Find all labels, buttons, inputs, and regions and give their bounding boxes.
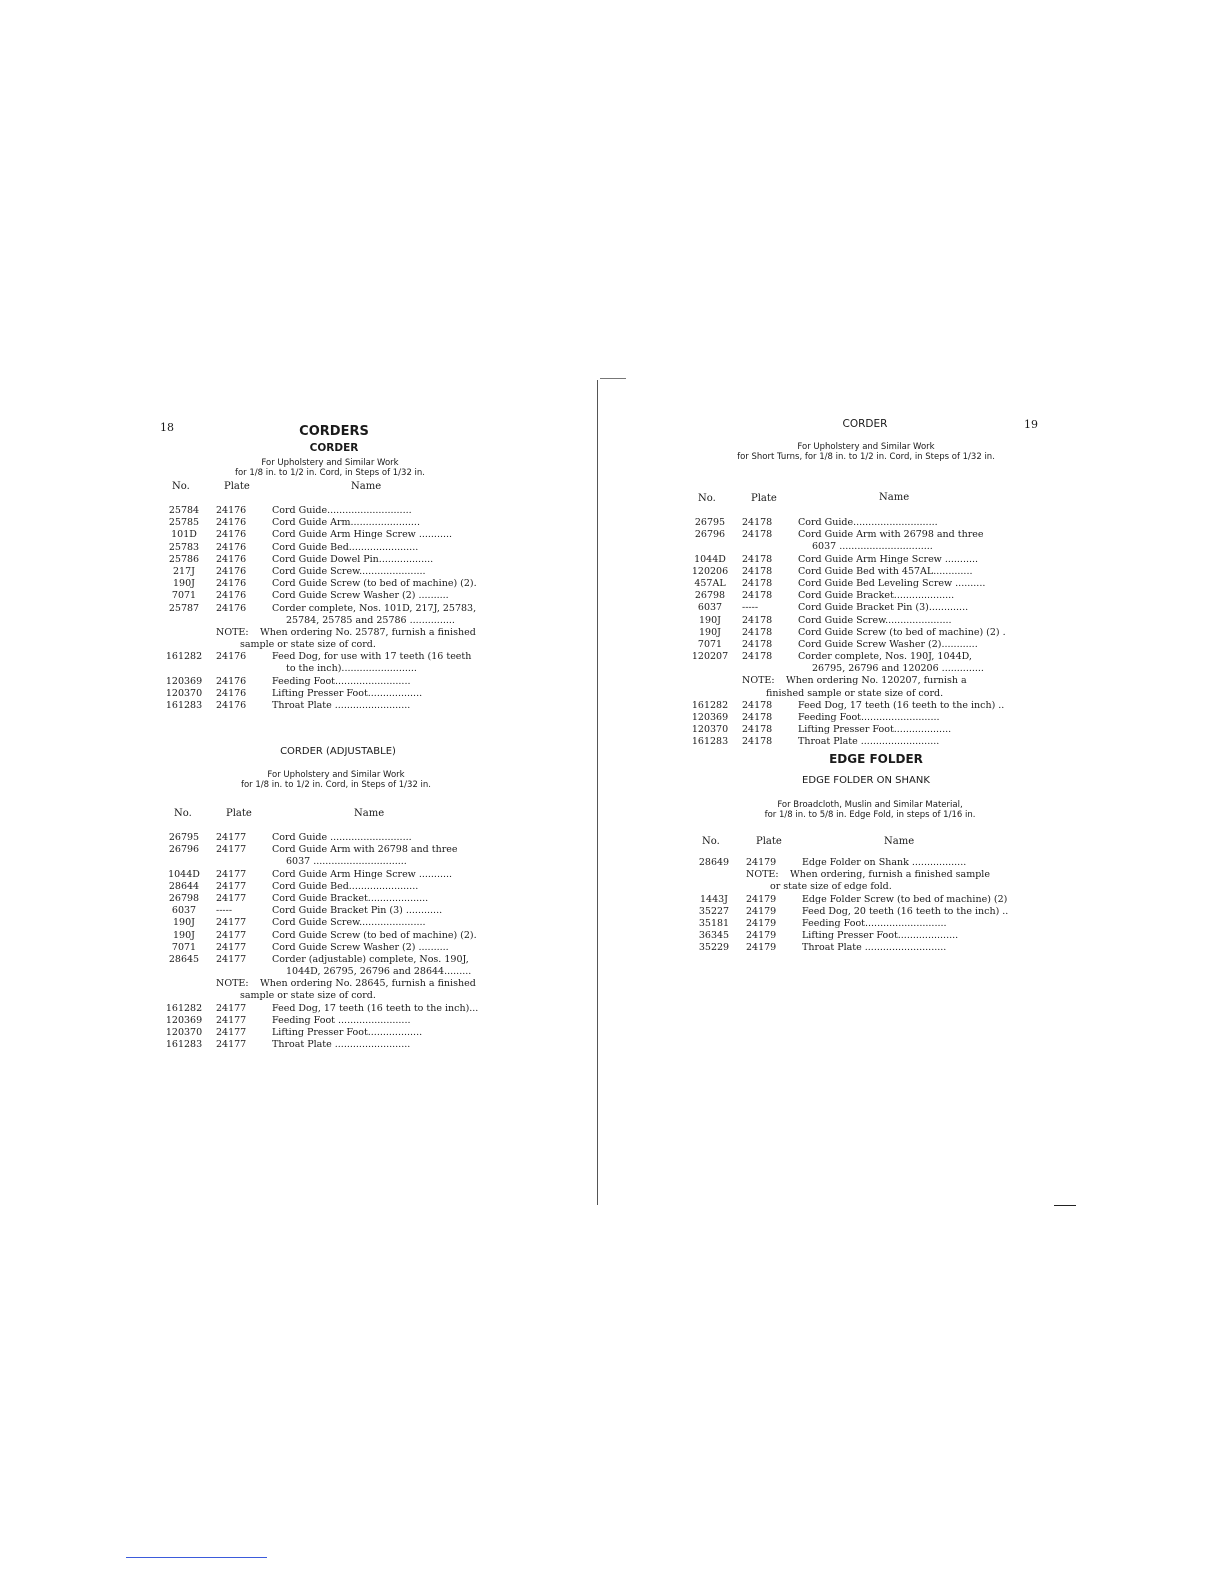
plate-number: 24176 bbox=[216, 553, 247, 565]
part-name-continued: 25784, 25785 and 25786 ............... bbox=[286, 614, 455, 626]
part-name: Cord Guide Screw (to bed of machine) (2). bbox=[272, 929, 477, 941]
part-name: Cord Guide Screw Washer (2) .......... bbox=[272, 590, 449, 602]
part-number: 28649 bbox=[698, 857, 730, 868]
part-name: Cord Guide Screw (to bed of machine) (2). bbox=[272, 578, 477, 590]
part-number: 120370 bbox=[165, 687, 203, 699]
plate-number: 24176 bbox=[216, 517, 247, 529]
col-header-name: Name bbox=[879, 492, 910, 503]
part-name: Feeding Foot ........................ bbox=[272, 1014, 411, 1026]
part-name: Cord Guide Arm with 26798 and three bbox=[272, 844, 458, 856]
part-name-continued: 6037 ............................... bbox=[286, 856, 407, 868]
plate-number: 24178 bbox=[742, 736, 773, 748]
part-name: Feeding Foot........................... bbox=[802, 917, 947, 929]
part-number: 35229 bbox=[698, 942, 730, 954]
part-name-continued: to the inch)......................... bbox=[286, 663, 417, 675]
part-number: 161282 bbox=[165, 651, 203, 663]
plate-number: 24178 bbox=[742, 529, 773, 541]
col-header-no: No. bbox=[172, 481, 190, 492]
section-title: CORDER bbox=[309, 442, 359, 454]
part-name: Cord Guide Bed Leveling Screw .......... bbox=[798, 577, 986, 589]
part-name: Cord Guide Arm Hinge Screw ........... bbox=[272, 868, 453, 880]
plate-number: 24177 bbox=[216, 832, 247, 843]
part-name: Cord Guide Arm with 26798 and three bbox=[798, 529, 984, 541]
page-fold-line bbox=[597, 380, 598, 1205]
plate-number: 24177 bbox=[216, 880, 247, 892]
plate-number: 24178 bbox=[742, 553, 773, 565]
plate-number: 24176 bbox=[216, 529, 247, 541]
part-number: 161283 bbox=[165, 1039, 203, 1051]
plate-number: 24176 bbox=[216, 602, 247, 614]
plate-number: 24177 bbox=[216, 1014, 247, 1026]
plate-number: 24176 bbox=[216, 687, 247, 699]
note-label: NOTE: bbox=[742, 675, 775, 687]
part-number: 1044D bbox=[694, 553, 726, 565]
part-name: Edge Folder on Shank .................. bbox=[802, 857, 967, 868]
plate-number: 24178 bbox=[742, 565, 773, 577]
footer-rule bbox=[126, 1557, 267, 1558]
part-name: Cord Guide Arm Hinge Screw ........... bbox=[272, 529, 453, 541]
part-name: Corder complete, Nos. 190J, 1044D, bbox=[798, 651, 972, 663]
part-name: Corder complete, Nos. 101D, 217J, 25783, bbox=[272, 602, 477, 614]
part-name: Lifting Presser Foot.................... bbox=[802, 930, 959, 942]
col-header-plate: Plate bbox=[224, 481, 250, 492]
plate-number: 24178 bbox=[742, 724, 773, 736]
plate-number: ----- bbox=[742, 602, 759, 614]
part-name: Cord Guide Bed....................... bbox=[272, 880, 419, 892]
plate-number: 24177 bbox=[216, 953, 247, 965]
part-number: 25787 bbox=[168, 602, 200, 614]
subtitle-line: for 1/8 in. to 1/2 in. Cord, in Steps of 1/32 in. bbox=[240, 780, 432, 790]
part-name: Lifting Presser Foot................... bbox=[798, 724, 952, 736]
part-number: 161283 bbox=[691, 736, 729, 748]
note-label: NOTE: bbox=[746, 869, 779, 881]
part-name: Cord Guide Bracket.................... bbox=[798, 590, 955, 602]
part-number: 190J bbox=[173, 929, 195, 941]
part-number: 7071 bbox=[697, 638, 723, 650]
part-name-continued: 6037 ............................... bbox=[812, 541, 933, 553]
part-number: 1443J bbox=[700, 893, 728, 905]
plate-number: 24176 bbox=[216, 505, 247, 516]
part-name: Cord Guide Bed with 457AL............. bbox=[798, 565, 973, 577]
plate-number: 24178 bbox=[742, 712, 773, 723]
subtitle-line: For Upholstery and Similar Work bbox=[267, 770, 405, 780]
part-name: Lifting Presser Foot.................. bbox=[272, 1027, 423, 1038]
part-number: 217J bbox=[173, 565, 195, 577]
col-header-plate: Plate bbox=[226, 808, 252, 819]
part-name: Cord Guide............................ bbox=[798, 517, 938, 528]
plate-number: 24178 bbox=[742, 699, 773, 711]
part-number: 26796 bbox=[168, 844, 200, 856]
part-number: 35181 bbox=[698, 917, 730, 929]
part-name: Edge Folder Screw (to bed of machine) (2) bbox=[802, 893, 1008, 905]
part-name: Cord Guide Bed....................... bbox=[272, 541, 419, 553]
part-name: Cord Guide Bracket Pin (3)............. bbox=[798, 602, 969, 614]
plate-number: 24177 bbox=[216, 868, 247, 880]
plate-number: 24176 bbox=[216, 651, 247, 663]
plate-number: 24177 bbox=[216, 1002, 247, 1014]
part-number: 120369 bbox=[165, 675, 203, 687]
subtitle-line: For Upholstery and Similar Work bbox=[261, 458, 399, 468]
part-name-continued: 26795, 26796 and 120206 .............. bbox=[812, 663, 984, 675]
plate-number: ----- bbox=[216, 905, 233, 917]
part-number: 120370 bbox=[165, 1027, 203, 1038]
plate-number: 24177 bbox=[216, 929, 247, 941]
part-name: Cord Guide Dowel Pin.................. bbox=[272, 553, 434, 565]
plate-number: 24176 bbox=[216, 578, 247, 590]
main-title: EDGE FOLDER bbox=[829, 752, 923, 766]
plate-number: 24176 bbox=[216, 675, 247, 687]
part-number: 120206 bbox=[691, 565, 729, 577]
note-text: When ordering No. 25787, furnish a finished bbox=[260, 626, 476, 638]
part-number: 457AL bbox=[694, 577, 726, 589]
note-text: When ordering No. 28645, furnish a finished bbox=[260, 978, 476, 990]
plate-number: 24178 bbox=[742, 517, 773, 528]
part-number: 6037 bbox=[171, 905, 197, 917]
plate-number: 24176 bbox=[216, 590, 247, 602]
part-number: 161282 bbox=[691, 699, 729, 711]
plate-number: 24179 bbox=[746, 893, 777, 905]
note-label: NOTE: bbox=[216, 626, 249, 638]
plate-number: 24176 bbox=[216, 541, 247, 553]
part-number: 190J bbox=[173, 578, 195, 590]
col-header-plate: Plate bbox=[756, 836, 782, 847]
plate-number: 24179 bbox=[746, 930, 777, 942]
section-subtitle bbox=[196, 770, 476, 790]
part-number: 35227 bbox=[698, 905, 730, 917]
part-name: Feeding Foot.......................... bbox=[798, 712, 940, 723]
part-name: Cord Guide Screw...................... bbox=[798, 614, 952, 626]
part-name: Throat Plate ........................... bbox=[802, 942, 947, 954]
part-name: Cord Guide Screw (to bed of machine) (2) . bbox=[798, 626, 1006, 638]
part-number: 120370 bbox=[691, 724, 729, 736]
part-number: 26798 bbox=[168, 892, 200, 904]
plate-number: 24178 bbox=[742, 614, 773, 626]
plate-number: 24177 bbox=[216, 1027, 247, 1038]
plate-number: 24178 bbox=[742, 626, 773, 638]
part-name: Cord Guide Arm....................... bbox=[272, 517, 420, 529]
note-text: finished sample or state size of cord. bbox=[766, 687, 944, 699]
part-name: Feeding Foot......................... bbox=[272, 675, 411, 687]
col-header-no: No. bbox=[698, 493, 716, 504]
col-header-name: Name bbox=[354, 808, 385, 819]
part-number: 1044D bbox=[168, 868, 200, 880]
plate-number: 24178 bbox=[742, 590, 773, 602]
part-name: Cord Guide Bracket Pin (3) ............ bbox=[272, 905, 443, 917]
plate-number: 24179 bbox=[746, 905, 777, 917]
subtitle-line: for 1/8 in. to 1/2 in. Cord, in Steps of 1/32 in. bbox=[234, 468, 426, 478]
section-title: CORDER bbox=[842, 418, 888, 430]
part-number: 25783 bbox=[168, 541, 200, 553]
note-label: NOTE: bbox=[216, 978, 249, 990]
part-name: Feed Dog, 17 teeth (16 teeth to the inch)... bbox=[272, 1002, 479, 1014]
plate-number: 24178 bbox=[742, 638, 773, 650]
part-number: 26795 bbox=[694, 517, 726, 528]
page-number: 19 bbox=[1024, 418, 1038, 431]
subtitle-line: for Short Turns, for 1/8 in. to 1/2 in. Cord, in Steps of 1/32 in. bbox=[737, 452, 995, 462]
part-name: Throat Plate ......................... bbox=[272, 700, 411, 711]
part-number: 26798 bbox=[694, 590, 726, 602]
plate-number: 24177 bbox=[216, 917, 247, 929]
plate-number: 24177 bbox=[216, 1039, 247, 1051]
part-number: 26795 bbox=[168, 832, 200, 843]
section-subtitle bbox=[190, 458, 470, 478]
part-number: 6037 bbox=[697, 602, 723, 614]
plate-number: 24176 bbox=[216, 700, 247, 711]
note-text: sample or state size of cord. bbox=[240, 990, 376, 1002]
edge-mark bbox=[1054, 1205, 1076, 1206]
part-number: 7071 bbox=[171, 590, 197, 602]
part-name-continued: 1044D, 26795, 26796 and 28644......... bbox=[286, 966, 472, 978]
col-header-no: No. bbox=[702, 836, 720, 847]
part-number: 190J bbox=[699, 614, 721, 626]
plate-number: 24179 bbox=[746, 917, 777, 929]
part-name: Throat Plate .......................... bbox=[798, 736, 940, 748]
note-text: sample or state size of cord. bbox=[240, 639, 376, 651]
part-name: Lifting Presser Foot.................. bbox=[272, 687, 423, 699]
part-name: Cord Guide Arm Hinge Screw ........... bbox=[798, 553, 979, 565]
part-number: 120207 bbox=[691, 651, 729, 663]
part-number: 190J bbox=[699, 626, 721, 638]
note-text: or state size of edge fold. bbox=[770, 881, 892, 893]
part-number: 25785 bbox=[168, 517, 200, 529]
part-name: Cord Guide Screw...................... bbox=[272, 565, 426, 577]
part-number: 161283 bbox=[165, 700, 203, 711]
part-name: Cord Guide ........................... bbox=[272, 832, 412, 843]
part-number: 25784 bbox=[168, 505, 200, 516]
part-number: 28645 bbox=[168, 953, 200, 965]
note-text: When ordering No. 120207, furnish a bbox=[786, 675, 967, 687]
section-subtitle bbox=[706, 442, 1026, 462]
part-name: Feed Dog, 17 teeth (16 teeth to the inch) .. bbox=[798, 699, 1005, 711]
part-name: Corder (adjustable) complete, Nos. 190J, bbox=[272, 953, 469, 965]
part-number: 26796 bbox=[694, 529, 726, 541]
part-number: 161282 bbox=[165, 1002, 203, 1014]
note-text: When ordering, furnish a finished sample bbox=[790, 869, 990, 881]
plate-number: 24176 bbox=[216, 565, 247, 577]
part-number: 120369 bbox=[165, 1014, 203, 1026]
page-number: 18 bbox=[160, 421, 174, 434]
subtitle-line: for 1/8 in. to 5/8 in. Edge Fold, in steps of 1/16 in. bbox=[764, 810, 976, 820]
subtitle-line: For Upholstery and Similar Work bbox=[797, 442, 935, 452]
part-name: Cord Guide Screw Washer (2)............ bbox=[798, 638, 978, 650]
part-number: 190J bbox=[173, 917, 195, 929]
col-header-name: Name bbox=[884, 836, 915, 847]
part-number: 28644 bbox=[168, 880, 200, 892]
part-number: 25786 bbox=[168, 553, 200, 565]
part-number: 120369 bbox=[691, 712, 729, 723]
fold-mark bbox=[600, 378, 626, 379]
plate-number: 24179 bbox=[746, 942, 777, 954]
col-header-name: Name bbox=[351, 481, 382, 492]
part-number: 36345 bbox=[698, 930, 730, 942]
plate-number: 24178 bbox=[742, 577, 773, 589]
part-number: 101D bbox=[171, 529, 197, 541]
plate-number: 24177 bbox=[216, 892, 247, 904]
part-name: Feed Dog, for use with 17 teeth (16 teeth bbox=[272, 651, 472, 663]
part-name: Throat Plate ......................... bbox=[272, 1039, 411, 1051]
part-name: Cord Guide Screw Washer (2) .......... bbox=[272, 941, 449, 953]
subtitle-line: For Broadcloth, Muslin and Similar Material, bbox=[777, 800, 963, 810]
part-name: Cord Guide Bracket.................... bbox=[272, 892, 429, 904]
plate-number: 24177 bbox=[216, 941, 247, 953]
section-title: EDGE FOLDER ON SHANK bbox=[802, 775, 930, 786]
plate-number: 24179 bbox=[746, 857, 777, 868]
plate-number: 24178 bbox=[742, 651, 773, 663]
part-name: Feed Dog, 20 teeth (16 teeth to the inch) .. bbox=[802, 905, 1009, 917]
part-name: Cord Guide Screw...................... bbox=[272, 917, 426, 929]
part-name: Cord Guide............................ bbox=[272, 505, 412, 516]
section-title: CORDER (ADJUSTABLE) bbox=[280, 746, 396, 757]
col-header-plate: Plate bbox=[751, 493, 777, 504]
main-title: CORDERS bbox=[299, 424, 369, 439]
col-header-no: No. bbox=[174, 808, 192, 819]
plate-number: 24177 bbox=[216, 844, 247, 856]
section-subtitle bbox=[710, 800, 1030, 820]
part-number: 7071 bbox=[171, 941, 197, 953]
